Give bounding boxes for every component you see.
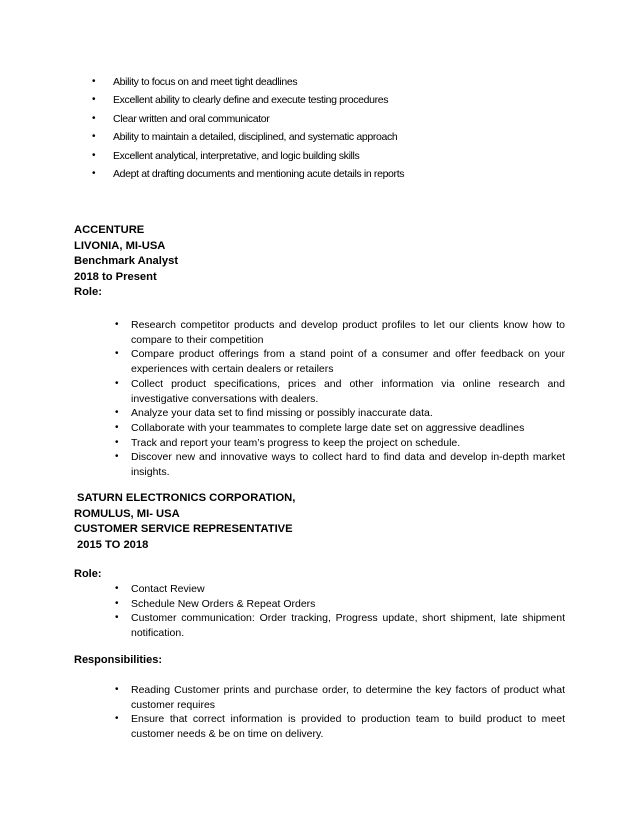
bullet-icon: • bbox=[92, 94, 96, 106]
list-item: • Collaborate with your teammates to complete large date set on aggressive deadlines bbox=[115, 421, 525, 434]
bullet-icon: • bbox=[115, 451, 119, 463]
bullet-icon: • bbox=[115, 583, 119, 594]
company-name: ACCENTURE bbox=[74, 224, 145, 236]
list-item: • Collect product specifications, prices and other information via online research and investigative conversations with dealers. bbox=[115, 377, 565, 405]
bullet-icon: • bbox=[115, 407, 119, 419]
role-label: Role: bbox=[74, 568, 102, 580]
job-location: ROMULUS, MI- USA bbox=[74, 507, 180, 520]
bullet-icon: • bbox=[115, 713, 119, 725]
job-period: 2015 TO 2018 bbox=[77, 538, 149, 551]
list-item: • Clear written and oral communicator bbox=[92, 110, 512, 128]
job-title: CUSTOMER SERVICE REPRESENTATIVE bbox=[74, 523, 293, 535]
job2-responsibilities-list bbox=[115, 683, 565, 742]
bullet-icon: • bbox=[115, 612, 119, 624]
bullet-icon: • bbox=[115, 436, 119, 448]
bullet-icon: • bbox=[115, 377, 119, 389]
bullet-icon: • bbox=[92, 149, 96, 161]
list-item: • Schedule New Orders & Repeat Orders bbox=[115, 597, 316, 610]
role-label: Role: bbox=[74, 286, 102, 298]
job2-role-list bbox=[115, 582, 565, 641]
bullet-icon: • bbox=[115, 597, 119, 609]
bullet-icon: • bbox=[92, 131, 96, 143]
company-name: SATURN ELECTRONICS CORPORATION, bbox=[77, 492, 296, 504]
bullet-icon: • bbox=[115, 421, 119, 433]
list-item: • Compare product offerings from a stand point of a consumer and offer feedback on your experiences with certain dealers or retailers bbox=[115, 348, 565, 376]
list-item: • Discover new and innovative ways to collect hard to find data and develop in-depth market insights. bbox=[115, 451, 565, 479]
bullet-icon: • bbox=[115, 684, 119, 695]
bullet-icon: • bbox=[115, 319, 119, 330]
list-item: • Adept at drafting documents and mentioning acute details in reports bbox=[92, 165, 512, 183]
bullet-icon: • bbox=[115, 348, 119, 360]
bullet-icon: • bbox=[92, 112, 96, 124]
list-item: • Analyze your data set to find missing or possibly inaccurate data. bbox=[115, 407, 433, 420]
responsibilities-label: Responsibilities: bbox=[74, 654, 163, 666]
list-item: • Ensure that correct information is provided to production team to build product to meet customer needs & be on time on delivery. bbox=[115, 713, 565, 741]
list-item: • Ability to focus on and meet tight deadlines bbox=[92, 73, 512, 91]
job-location: LIVONIA, MI-USA bbox=[74, 239, 166, 252]
list-item: • Track and report your team’s progress to keep the project on schedule. bbox=[115, 436, 461, 449]
job2-header bbox=[74, 491, 295, 553]
list-item: • Customer communication: Order tracking, Progress update, short shipment, late shipment notification. bbox=[115, 612, 565, 640]
list-item: • Excellent analytical, interpretative, and logic building skills bbox=[92, 147, 512, 165]
job-title: Benchmark Analyst bbox=[74, 255, 179, 267]
job1-header bbox=[74, 223, 178, 301]
bullet-icon: • bbox=[92, 76, 96, 87]
list-item: • Research competitor products and develop product profiles to let our clients know how to compare to their competition bbox=[115, 319, 565, 346]
list-item: • Reading Customer prints and purchase order, to determine the key factors of product what customer requires bbox=[115, 684, 565, 711]
job-period: 2018 to Present bbox=[74, 270, 157, 283]
list-item: • Excellent ability to clearly define and execute testing procedures bbox=[92, 91, 512, 109]
job1-role-list bbox=[115, 318, 565, 480]
bullet-icon: • bbox=[92, 168, 96, 180]
list-item: • Ability to maintain a detailed, disciplined, and systematic approach bbox=[92, 128, 512, 146]
skills-list bbox=[92, 73, 512, 183]
list-item: • Contact Review bbox=[115, 583, 205, 595]
